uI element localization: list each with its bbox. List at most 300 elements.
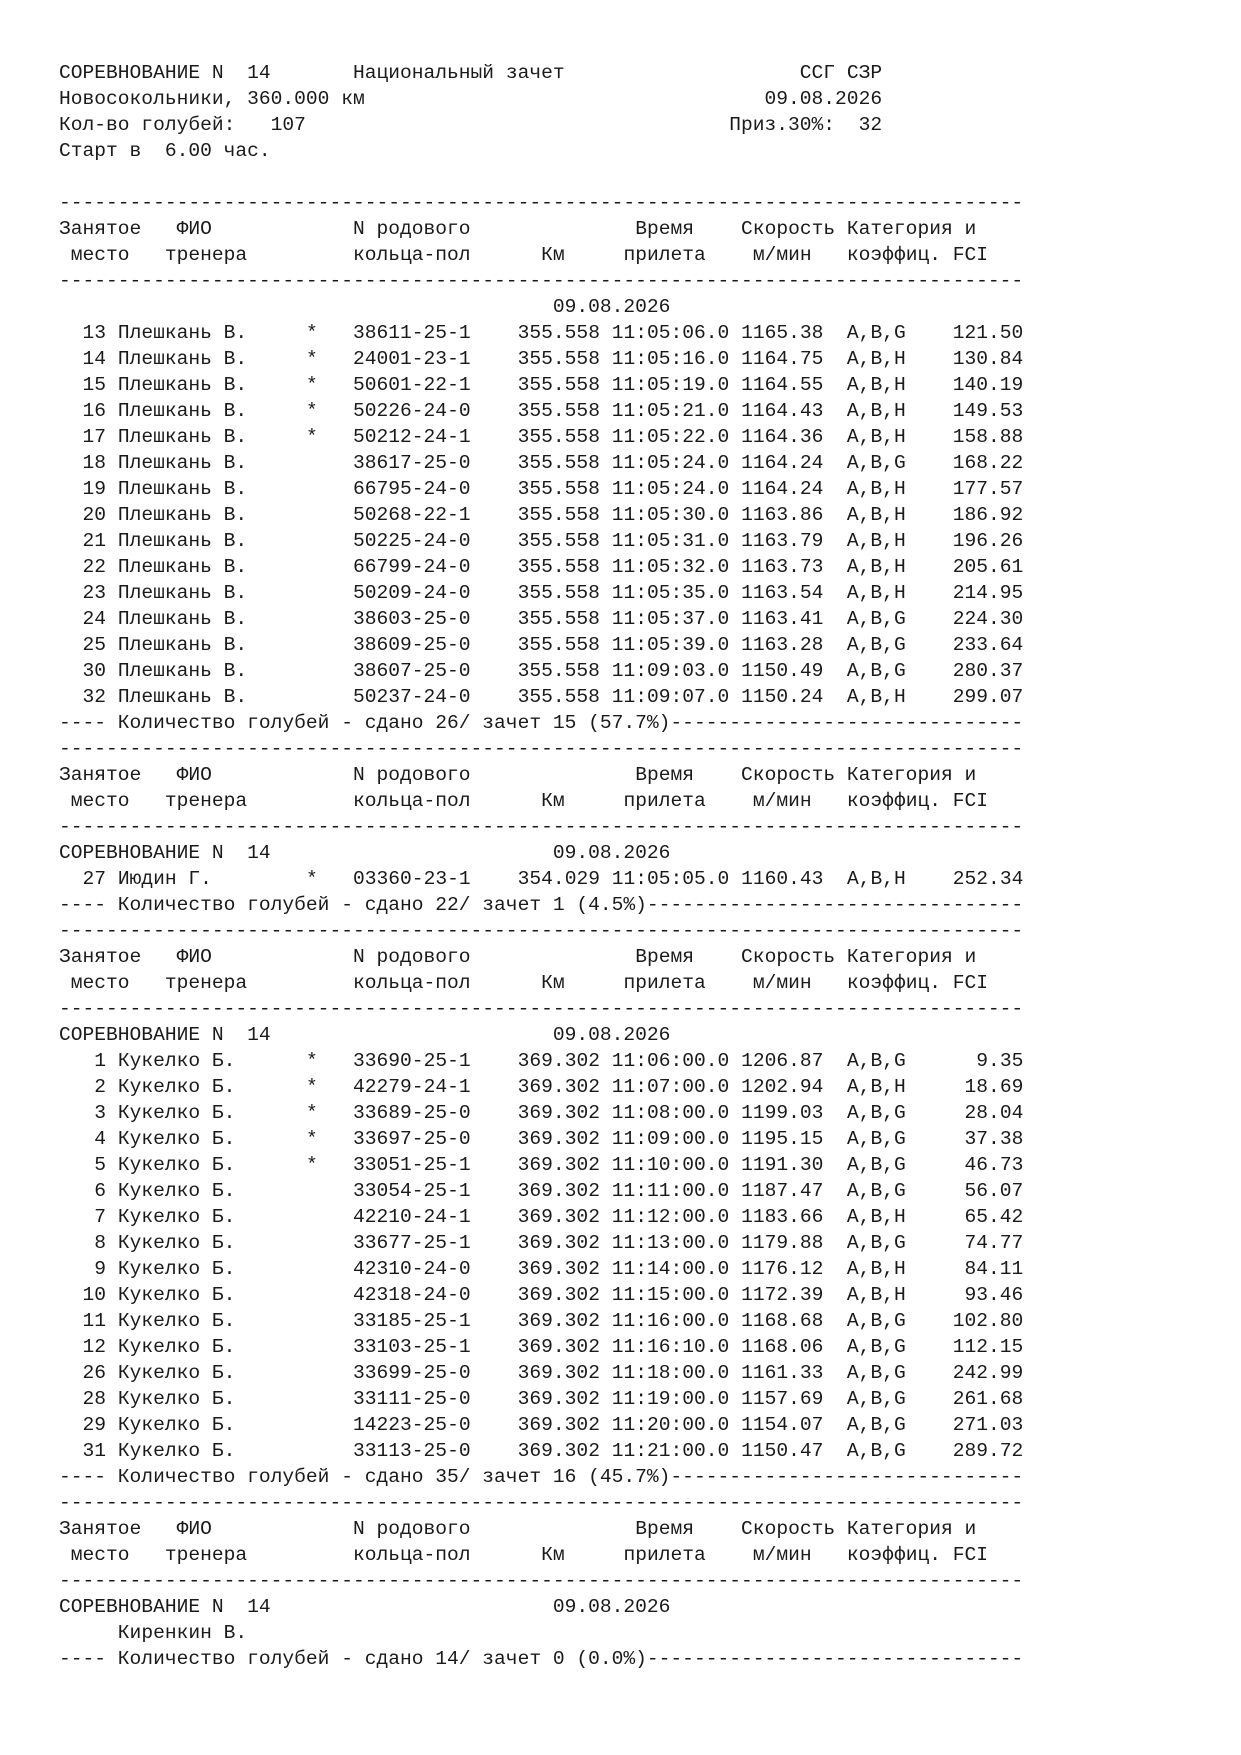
trainer-name: Плешкань В. (117, 504, 248, 526)
ring-number: 50601-22-1 (353, 374, 471, 396)
distance-km: 355.558 (517, 400, 600, 422)
col-ring: N родового (352, 218, 471, 240)
col-km: Км (541, 790, 565, 812)
divider (59, 1568, 1023, 1594)
ring-number: 50237-24-0 (352, 686, 471, 708)
col-ring: кольца-пол (352, 972, 471, 994)
speed: 1161.33 (741, 1362, 824, 1384)
result-row (59, 580, 1023, 606)
result-row (59, 1230, 1023, 1256)
result-row (59, 346, 1023, 372)
distance-km: 354.029 (517, 868, 600, 890)
divider (59, 1490, 1023, 1516)
arrival-time: 11:05:19.0 (611, 374, 730, 396)
distance-km: 355.558 (517, 582, 600, 604)
ring-number: 33051-25-1 (353, 1154, 471, 1176)
distance-km: 369.302 (517, 1362, 600, 1384)
trainer-name: Кукелко Б. (117, 1414, 236, 1436)
trainer-name: Кукелко Б. (117, 1232, 236, 1254)
ring-number: 14223-25-0 (353, 1414, 471, 1436)
trainer-name: Плешкань В. (117, 686, 248, 708)
fci-coefficient: 149.53 (952, 400, 1024, 422)
place: 14 (59, 348, 107, 370)
dash-rule: ---------------------------------------------------------------------------------- (59, 998, 1024, 1020)
fci-coefficient: 271.03 (952, 1414, 1024, 1436)
category: A,B,H (846, 686, 906, 708)
result-row (59, 1282, 1023, 1308)
place: 32 (59, 686, 107, 708)
fci-coefficient: 65.42 (952, 1206, 1024, 1228)
trainer-name: Кукелко Б. (117, 1336, 236, 1358)
summary-text: ---- Количество голубей - сдано 22/ зачет 1 (4.5%)-------------------------------- (59, 894, 1024, 916)
speed: 1168.68 (741, 1310, 824, 1332)
col-speed: Скорость (741, 764, 836, 786)
result-row (59, 1334, 1023, 1360)
arrival-time: 11:05:16.0 (611, 348, 730, 370)
arrival-time: 11:15:00.0 (611, 1284, 730, 1306)
col-name: ФИО (176, 1518, 212, 1540)
arrival-time: 11:19:00.0 (611, 1388, 730, 1410)
col-speed: Скорость (741, 946, 836, 968)
trainer-name: Плешкань В. (117, 660, 248, 682)
col-category: Категория и (846, 1518, 977, 1540)
trainer-name: Киренкин В. (117, 1622, 248, 1644)
distance-km: 369.302 (517, 1206, 600, 1228)
ring-number: 38609-25-0 (352, 634, 471, 656)
place: 12 (59, 1336, 107, 1358)
fci-coefficient: 18.69 (952, 1076, 1024, 1098)
fci-coefficient: 214.95 (952, 582, 1024, 604)
speed: 1172.39 (741, 1284, 824, 1306)
arrival-time: 11:05:31.0 (611, 530, 730, 552)
section-heading: СОРЕВНОВАНИЕ N 14 (59, 842, 271, 864)
category: A,B,G (846, 1388, 906, 1410)
trainer-name: Кукелко Б. (117, 1076, 236, 1098)
distance-km: 355.558 (517, 374, 600, 396)
trainer-name: Кукелко Б. (117, 1102, 236, 1124)
category: A,B,G (846, 634, 906, 656)
category: A,B,H (846, 478, 906, 500)
speed: 1164.24 (741, 478, 824, 500)
category: A,B,H (846, 556, 906, 578)
col-speed: Скорость (741, 218, 836, 240)
speed: 1164.55 (741, 374, 824, 396)
section-summary (59, 1646, 1023, 1672)
fci-coefficient: 46.73 (952, 1154, 1024, 1176)
arrival-time: 11:10:00.0 (611, 1154, 730, 1176)
place: 17 (59, 426, 107, 448)
col-ring: кольца-пол (352, 790, 471, 812)
place: 19 (59, 478, 107, 500)
category: A,B,G (846, 1362, 906, 1384)
arrival-time: 11:13:00.0 (611, 1232, 730, 1254)
category: A,B,G (846, 322, 906, 344)
birds-label: Кол-во голубей: (59, 114, 236, 136)
column-header-row-1 (59, 216, 1023, 242)
summary-text: ---- Количество голубей - сдано 35/ зачет 16 (45.7%)------------------------------ (59, 1466, 1024, 1488)
speed: 1179.88 (741, 1232, 824, 1254)
trainer-name: Кукелко Б. (117, 1388, 236, 1410)
distance-km: 369.302 (517, 1154, 600, 1176)
speed: 1163.54 (741, 582, 824, 604)
ring-number: 66795-24-0 (352, 478, 471, 500)
fci-coefficient: 299.07 (952, 686, 1024, 708)
star-mark: * (305, 1050, 318, 1072)
arrival-time: 11:14:00.0 (611, 1258, 730, 1280)
col-ring: N родового (352, 946, 471, 968)
trainer-name: Плешкань В. (117, 530, 248, 552)
ring-number: 33111-25-0 (353, 1388, 471, 1410)
fci-coefficient: 28.04 (952, 1102, 1024, 1124)
result-row (59, 398, 1023, 424)
place: 29 (59, 1414, 107, 1436)
fci-coefficient: 9.35 (952, 1050, 1024, 1072)
arrival-time: 11:05:24.0 (611, 452, 730, 474)
col-place: Занятое (59, 218, 142, 240)
place: 7 (59, 1206, 107, 1228)
place: 23 (59, 582, 107, 604)
competition-number: СОРЕВНОВАНИЕ N 14 (59, 62, 271, 84)
trainer-name: Плешкань В. (117, 556, 248, 578)
arrival-time: 11:05:24.0 (611, 478, 730, 500)
fci-coefficient: 242.99 (952, 1362, 1024, 1384)
result-row (59, 1204, 1023, 1230)
fci-coefficient: 196.26 (952, 530, 1024, 552)
result-row (59, 1308, 1023, 1334)
speed: 1206.87 (741, 1050, 824, 1072)
distance-km: 369.302 (517, 1414, 600, 1436)
trainer-name: Кукелко Б. (117, 1128, 236, 1150)
arrival-time: 11:05:35.0 (611, 582, 730, 604)
trainer-name: Плешкань В. (117, 608, 248, 630)
start-label: Старт в (59, 140, 142, 162)
category: A,B,H (846, 400, 906, 422)
distance-km: 355.558 (517, 322, 600, 344)
category: A,B,H (846, 1076, 906, 1098)
speed: 1160.43 (741, 868, 824, 890)
speed: 1164.43 (741, 400, 824, 422)
col-category: Категория и (846, 218, 977, 240)
speed: 1183.66 (741, 1206, 824, 1228)
fci-coefficient: 121.50 (952, 322, 1024, 344)
arrival-time: 11:12:00.0 (611, 1206, 730, 1228)
star-mark: * (305, 374, 318, 396)
place: 16 (59, 400, 107, 422)
arrival-time: 11:05:21.0 (611, 400, 730, 422)
arrival-time: 11:05:05.0 (611, 868, 730, 890)
fci-coefficient: 37.38 (952, 1128, 1024, 1150)
category: A,B,G (846, 1050, 906, 1072)
col-time: прилета (623, 1544, 706, 1566)
ring-number: 38611-25-1 (353, 322, 471, 344)
result-row (59, 1386, 1023, 1412)
category: A,B,G (846, 1310, 906, 1332)
speed: 1150.47 (741, 1440, 824, 1462)
result-row (59, 528, 1023, 554)
place: 9 (59, 1258, 107, 1280)
col-name: тренера (164, 244, 248, 266)
trainer-name: Июдин Г. (117, 868, 212, 890)
trainer-name: Кукелко Б. (117, 1362, 236, 1384)
fci-coefficient: 261.68 (952, 1388, 1024, 1410)
col-place: Занятое (59, 946, 142, 968)
result-row (59, 866, 1023, 892)
place: 25 (59, 634, 107, 656)
arrival-time: 11:08:00.0 (611, 1102, 730, 1124)
fci-coefficient: 233.64 (952, 634, 1024, 656)
col-place: место (70, 244, 130, 266)
distance-km: 369.302 (517, 1128, 600, 1150)
arrival-time: 11:05:06.0 (611, 322, 730, 344)
result-row (59, 372, 1023, 398)
place: 30 (59, 660, 107, 682)
speed: 1164.75 (741, 348, 824, 370)
col-name: тренера (164, 1544, 248, 1566)
category: A,B,G (846, 1414, 906, 1436)
col-speed: м/мин (752, 790, 812, 812)
col-km: Км (541, 1544, 565, 1566)
result-row (59, 502, 1023, 528)
fci-coefficient: 252.34 (952, 868, 1024, 890)
col-ring: кольца-пол (352, 1544, 471, 1566)
divider (59, 814, 1023, 840)
section-summary (59, 710, 1023, 736)
category: A,B,G (846, 1180, 906, 1202)
distance-km: 355.558 (517, 634, 600, 656)
ring-number: 33697-25-0 (353, 1128, 471, 1150)
organization: ССГ СЗР (799, 62, 883, 84)
arrival-time: 11:18:00.0 (611, 1362, 730, 1384)
ring-number: 50209-24-0 (352, 582, 471, 604)
star-mark: * (305, 868, 318, 890)
place: 3 (59, 1102, 107, 1124)
category: A,B,H (846, 374, 906, 396)
ring-number: 33185-25-1 (353, 1310, 471, 1332)
dash-rule: ---------------------------------------------------------------------------------- (59, 816, 1024, 838)
ring-number: 33690-25-1 (353, 1050, 471, 1072)
fci-coefficient: 289.72 (952, 1440, 1024, 1462)
divider (59, 268, 1023, 294)
trainer-name: Кукелко Б. (117, 1284, 236, 1306)
trainer-only-row (59, 1620, 1023, 1646)
place: 10 (59, 1284, 107, 1306)
result-row (59, 450, 1023, 476)
arrival-time: 11:20:00.0 (611, 1414, 730, 1436)
place: 24 (59, 608, 107, 630)
col-category: коэффиц. FCI (846, 244, 989, 266)
arrival-time: 11:07:00.0 (611, 1076, 730, 1098)
place: 13 (59, 322, 107, 344)
col-category: Категория и (846, 764, 977, 786)
distance-km: 355.558 (517, 478, 600, 500)
fci-coefficient: 84.11 (952, 1258, 1024, 1280)
section-date: 09.08.2026 (552, 1596, 671, 1618)
release-point: Новосокольники, 360.000 км (59, 88, 365, 110)
star-mark: * (305, 322, 318, 344)
result-row (59, 1074, 1023, 1100)
place: 18 (59, 452, 107, 474)
fci-coefficient: 112.15 (952, 1336, 1024, 1358)
race-results-document (59, 60, 1023, 1672)
col-name: ФИО (176, 764, 212, 786)
result-row (59, 684, 1023, 710)
fci-coefficient: 102.80 (952, 1310, 1024, 1332)
col-km: Км (541, 244, 565, 266)
arrival-time: 11:09:07.0 (611, 686, 730, 708)
col-time: Время (635, 946, 694, 968)
fci-coefficient: 168.22 (952, 452, 1024, 474)
distance-km: 369.302 (517, 1258, 600, 1280)
arrival-time: 11:05:39.0 (611, 634, 730, 656)
fci-coefficient: 130.84 (952, 348, 1024, 370)
category: A,B,H (846, 1258, 906, 1280)
ring-number: 33677-25-1 (353, 1232, 471, 1254)
column-header-row-2 (59, 970, 1023, 996)
place: 20 (59, 504, 107, 526)
arrival-time: 11:09:03.0 (611, 660, 730, 682)
header-line-1 (59, 60, 1023, 86)
prize-label: Приз.30%: (729, 114, 836, 136)
result-row (59, 606, 1023, 632)
col-time: Время (635, 764, 694, 786)
col-time: прилета (623, 244, 706, 266)
category: A,B,G (846, 1154, 906, 1176)
col-ring: N родового (352, 764, 471, 786)
arrival-time: 11:05:22.0 (611, 426, 730, 448)
category: A,B,H (846, 530, 906, 552)
blank-line (59, 164, 1023, 190)
speed: 1195.15 (741, 1128, 824, 1150)
arrival-time: 11:16:10.0 (611, 1336, 730, 1358)
speed: 1176.12 (741, 1258, 824, 1280)
category: A,B,G (846, 1128, 906, 1150)
category: A,B,H (846, 582, 906, 604)
star-mark: * (305, 400, 318, 422)
header-line-4 (59, 138, 1023, 164)
column-header-row-2 (59, 788, 1023, 814)
section-date: 09.08.2026 (552, 1024, 671, 1046)
section-summary (59, 1464, 1023, 1490)
ring-number: 33113-25-0 (353, 1440, 471, 1462)
section-heading-line (59, 1594, 1023, 1620)
speed: 1163.73 (741, 556, 824, 578)
arrival-time: 11:05:30.0 (611, 504, 730, 526)
speed: 1164.36 (741, 426, 824, 448)
section-heading-line (59, 1022, 1023, 1048)
star-mark: * (305, 1102, 318, 1124)
result-row (59, 1360, 1023, 1386)
ring-number: 38607-25-0 (352, 660, 471, 682)
distance-km: 369.302 (517, 1050, 600, 1072)
category: A,B,H (846, 426, 906, 448)
distance-km: 369.302 (517, 1076, 600, 1098)
star-mark: * (305, 1076, 318, 1098)
category: A,B,G (846, 608, 906, 630)
category: A,B,G (846, 452, 906, 474)
category: A,B,H (846, 348, 906, 370)
trainer-name: Плешкань В. (117, 400, 248, 422)
fci-coefficient: 205.61 (952, 556, 1024, 578)
divider (59, 996, 1023, 1022)
star-mark: * (305, 1154, 318, 1176)
trainer-name: Кукелко Б. (117, 1180, 236, 1202)
trainer-name: Кукелко Б. (117, 1154, 236, 1176)
col-time: Время (635, 218, 694, 240)
fci-coefficient: 140.19 (952, 374, 1024, 396)
divider (59, 736, 1023, 762)
divider (59, 918, 1023, 944)
summary-text: ---- Количество голубей - сдано 14/ зачет 0 (0.0%)-------------------------------- (59, 1648, 1024, 1670)
fci-coefficient: 186.92 (952, 504, 1024, 526)
speed: 1163.79 (741, 530, 824, 552)
result-row (59, 1126, 1023, 1152)
result-row (59, 554, 1023, 580)
fci-coefficient: 74.77 (952, 1232, 1024, 1254)
birds-count: 107 (270, 114, 306, 136)
column-header-row-2 (59, 1542, 1023, 1568)
ring-number: 50268-22-1 (352, 504, 471, 526)
place: 11 (59, 1310, 107, 1332)
section-heading-line (59, 294, 1023, 320)
col-category: коэффиц. FCI (846, 790, 989, 812)
result-row (59, 1438, 1023, 1464)
trainer-name: Плешкань В. (117, 322, 248, 344)
place: 1 (59, 1050, 107, 1072)
col-speed: м/мин (752, 1544, 812, 1566)
place: 4 (59, 1128, 107, 1150)
arrival-time: 11:11:00.0 (611, 1180, 730, 1202)
section-heading: СОРЕВНОВАНИЕ N 14 (59, 1596, 271, 1618)
place: 6 (59, 1180, 107, 1202)
distance-km: 355.558 (517, 452, 600, 474)
race-date: 09.08.2026 (764, 88, 883, 110)
arrival-time: 11:05:37.0 (611, 608, 730, 630)
place: 8 (59, 1232, 107, 1254)
place: 28 (59, 1388, 107, 1410)
col-ring: кольца-пол (352, 244, 471, 266)
classification: Национальный зачет (352, 62, 565, 84)
ring-number: 50226-24-0 (353, 400, 471, 422)
divider (59, 190, 1023, 216)
distance-km: 369.302 (517, 1310, 600, 1332)
col-time: прилета (623, 790, 706, 812)
col-place: Занятое (59, 764, 142, 786)
ring-number: 24001-23-1 (353, 348, 471, 370)
col-ring: N родового (352, 1518, 471, 1540)
place: 5 (59, 1154, 107, 1176)
speed: 1150.49 (741, 660, 824, 682)
fci-coefficient: 177.57 (952, 478, 1024, 500)
dash-rule: ---------------------------------------------------------------------------------- (59, 270, 1024, 292)
category: A,B,G (846, 1102, 906, 1124)
ring-number: 50225-24-0 (352, 530, 471, 552)
result-row (59, 1412, 1023, 1438)
result-row (59, 632, 1023, 658)
trainer-name: Плешкань В. (117, 348, 248, 370)
trainer-name: Плешкань В. (117, 374, 248, 396)
trainer-name: Кукелко Б. (117, 1206, 236, 1228)
speed: 1202.94 (741, 1076, 824, 1098)
col-category: коэффиц. FCI (846, 1544, 989, 1566)
speed: 1157.69 (741, 1388, 824, 1410)
result-row (59, 1256, 1023, 1282)
category: A,B,G (846, 1232, 906, 1254)
speed: 1165.38 (741, 322, 824, 344)
speed: 1163.28 (741, 634, 824, 656)
col-name: тренера (164, 790, 248, 812)
fci-coefficient: 280.37 (952, 660, 1024, 682)
place: 2 (59, 1076, 107, 1098)
